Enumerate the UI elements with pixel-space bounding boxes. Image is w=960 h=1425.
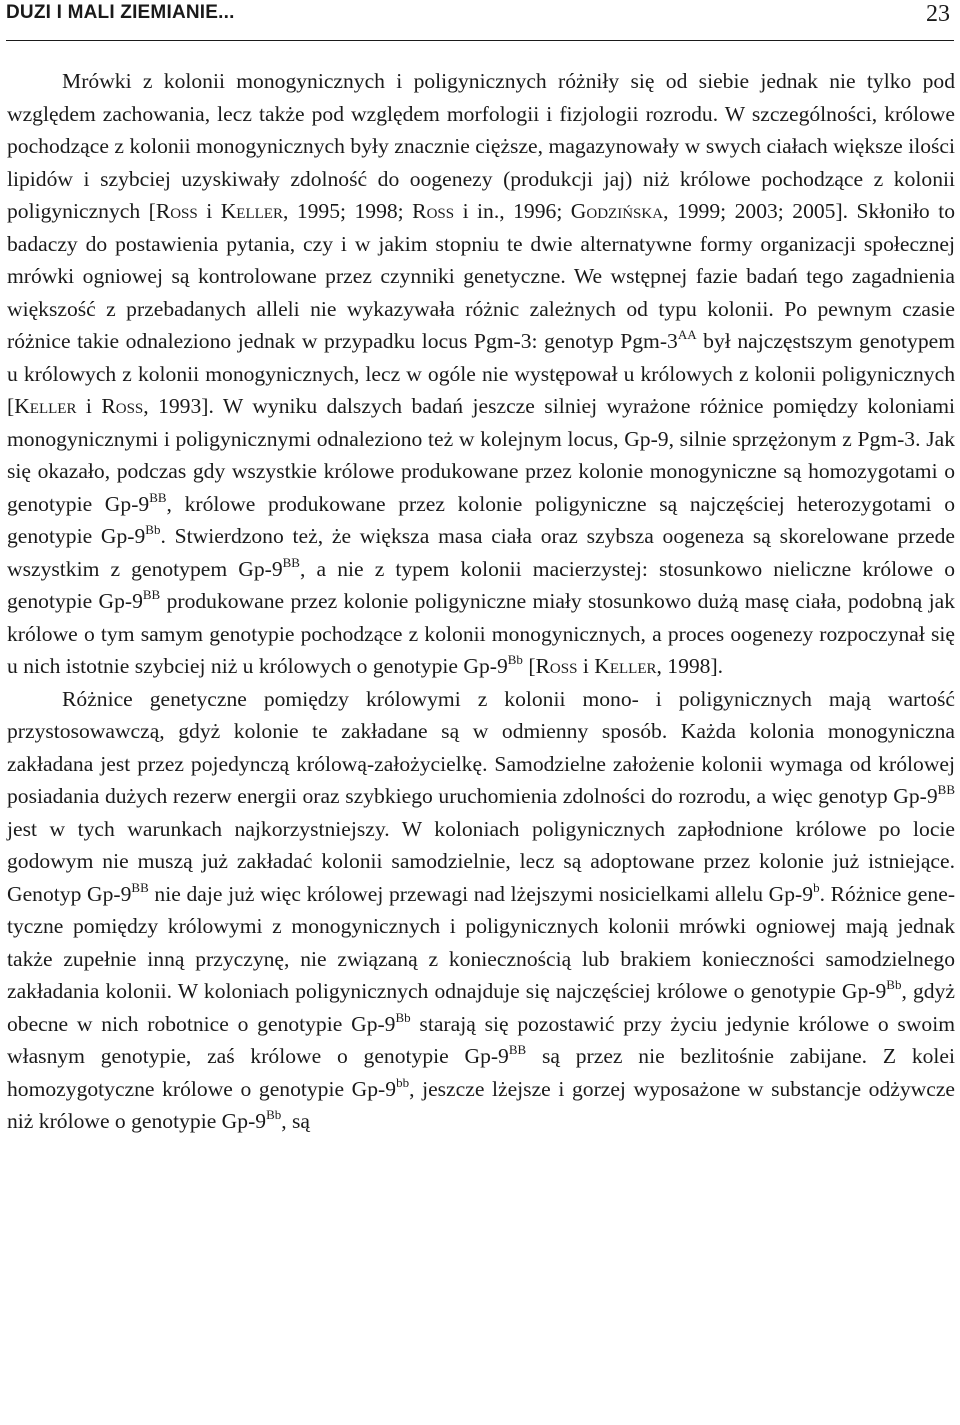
text-run: , 1995; 1998; [282, 199, 413, 223]
genotype-superscript: AA [677, 327, 697, 342]
genotype-superscript: Bb [266, 1107, 282, 1122]
genotype-superscript: b [813, 879, 820, 895]
text-run: , gdyż obecne w nich robotnice o genotypie Gp-9 [7, 979, 955, 1036]
genotype-superscript: BB [142, 587, 161, 602]
author-name: Godzińska [570, 199, 664, 223]
text-run: , jeszcze lżejsze i gorzej wyposażone w substancje odżywcze niż królowe o genotypie Gp-9 [7, 1076, 955, 1133]
text-run: . Stwierdzono też, że większa masa ciała oraz szybsza oogeneza są skorelowane przede wszystkim z genotypem Gp-9 [7, 524, 955, 581]
body-text [7, 65, 955, 1138]
text-run: jest w tych warunkach najkorzystniejszy. W koloniach poligynicznych zapłodnione królowe po locie godowym nie muszą już zakładać kolonii samodzielnie, lecz są adoptowane przez kolonie już istniejące. Genotyp Gp-9 [7, 816, 955, 906]
genotype-superscript: Bb [507, 652, 523, 667]
text-run: Mrówki z kolonii monogynicznych i poligynicznych różniły się od siebie jednak nie tylko pod względem zachowania, lecz także pod względem morfologii i fizjologii rozrodu. W szczególności, królowe pochodzące z kolonii monogynicznych były znacznie cięższe, magazynowały w swych ciałach większe ilości lipidów i szybciej uzyskiwały zdolność do oogenezy (produkcji jaj) niż królowe pochodzące z kolonii poligynicznych [ [7, 69, 955, 223]
text-run: [ [522, 654, 536, 678]
text-run: są przez nie bezlitośnie zabijane. Z kolei homozygotyczne królowe o genotypie Gp-9 [7, 1044, 956, 1101]
genotype-superscript: BB [149, 489, 167, 505]
running-title: DUZI I MALI ZIEMIANIE... [6, 2, 235, 23]
genotype-superscript: BB [282, 554, 300, 570]
author-name: Ross [155, 199, 198, 223]
genotype-superscript: Bb [886, 977, 902, 992]
author-name: Keller [594, 654, 657, 678]
author-name: Ross [412, 199, 455, 223]
author-name: Keller [14, 394, 77, 418]
page-number: 23 [926, 1, 950, 27]
genotype-superscript: BB [937, 782, 955, 797]
text-run: , a nie z typem kolonii macierzystej: stosunkowo nieliczne królowe o genotypie Gp-9 [7, 556, 956, 613]
text-run: i [197, 199, 221, 223]
text-run: Różnice genetyczne pomiędzy królowymi z kolonii mono- i poligynicznych mają wartość przystosowawczą, gdyż kolonie te zakładane są w odmienny sposób. Każda kolonia monogyniczna zakładana jest przez pojedynczą królową-założycielkę. Samodzielne założenie kolonii wymaga od królowej posiadania dużych rezerw energii oraz szybkiego uruchomienia zdolności do rozrodu, a więc genotyp Gp-9 [7, 686, 955, 808]
text-run: , 1993]. W wyniku dalszych badań jeszcze silniej wyrażone różnice pomiędzy koloniami monogynicznymi i poligynicznymi odnaleziono też w kolejnym locus, Gp-9, silnie sprzężonym z Pgm-3. Jak się okazało, podczas gdy wszystkie królowe produkowane przez kolonie monogyniczne są homozygotami o genotypie Gp-9 [7, 394, 955, 516]
paragraph-1 [7, 65, 955, 683]
page-header [6, 0, 954, 41]
text-run: produkowane przez kolonie poligyniczne miały stosunkowo dużą masę ciała, podobną jak królowe o tym samym genotypie pochodzące z kolonii monogynicznych, a proces oogenezy rozpoczynał się u nich istotnie szybciej niż u królowych o genotypie Gp-9 [7, 589, 955, 678]
author-name: Keller [220, 199, 283, 223]
text-run: , 1998]. [656, 654, 724, 678]
text-run: nie daje już więc królowej przewagi nad lżejszymi nosicielkami allelu Gp-9 [148, 881, 814, 906]
text-run: był najczęstszym genotypem u królowych z kolonii monogynicznych, lecz w ogóle nie występował u królowych z kolonii poligynicznych [ [7, 329, 955, 418]
text-run: i in., 1996; [454, 199, 571, 223]
author-name: Ross [101, 394, 144, 418]
text-run: . Różnice genetyczne pomiędzy królowymi z monogynicznych i poligynicznych kolonii mrówki ogniowej mają jednak także zupełnie inną przyczynę, nie związaną z koniecznością lub brakiem konieczności samodzielnego zakładania kolonii. W koloniach poligynicznych odnajduje się najczęściej królowe o genotypie Gp-9 [7, 881, 956, 1003]
text-run: , królowe produkowane przez kolonie poligyniczne są najczęściej heterozygotami o genotypie Gp-9 [7, 491, 955, 548]
genotype-superscript: BB [131, 879, 149, 895]
author-name: Ross [535, 654, 578, 678]
genotype-superscript: Bb [145, 522, 161, 537]
text-run: i [577, 654, 595, 678]
text-run: , są [281, 1109, 311, 1133]
text-run: i [76, 394, 102, 418]
paragraph-2 [7, 683, 955, 1138]
text-run: starają się pozostawić przy życiu jedynie królowe o swoim własnym genotypie, zaś królowe o genotypie Gp-9 [7, 1011, 955, 1068]
genotype-superscript: bb [396, 1074, 410, 1090]
genotype-superscript: BB [508, 1042, 527, 1057]
genotype-superscript: Bb [395, 1009, 411, 1025]
text-run: , 1999; 2003; 2005]. Skłoniło to badaczy do postawienia pytania, czy i w jakim stopniu te dwie alternatywne formy organizacji społecznej mrówki ogniowej są kontrolowane przez czynniki genetyczne. We wstępnej fazie badań tego zagadnienia większość z przebadanych alleli nie wykazywała różnic zależnych od typu kolonii. Po pewnym czasie różnice takie odnaleziono jednak w przypadku locus Pgm-3: genotyp Pgm-3 [7, 199, 956, 353]
